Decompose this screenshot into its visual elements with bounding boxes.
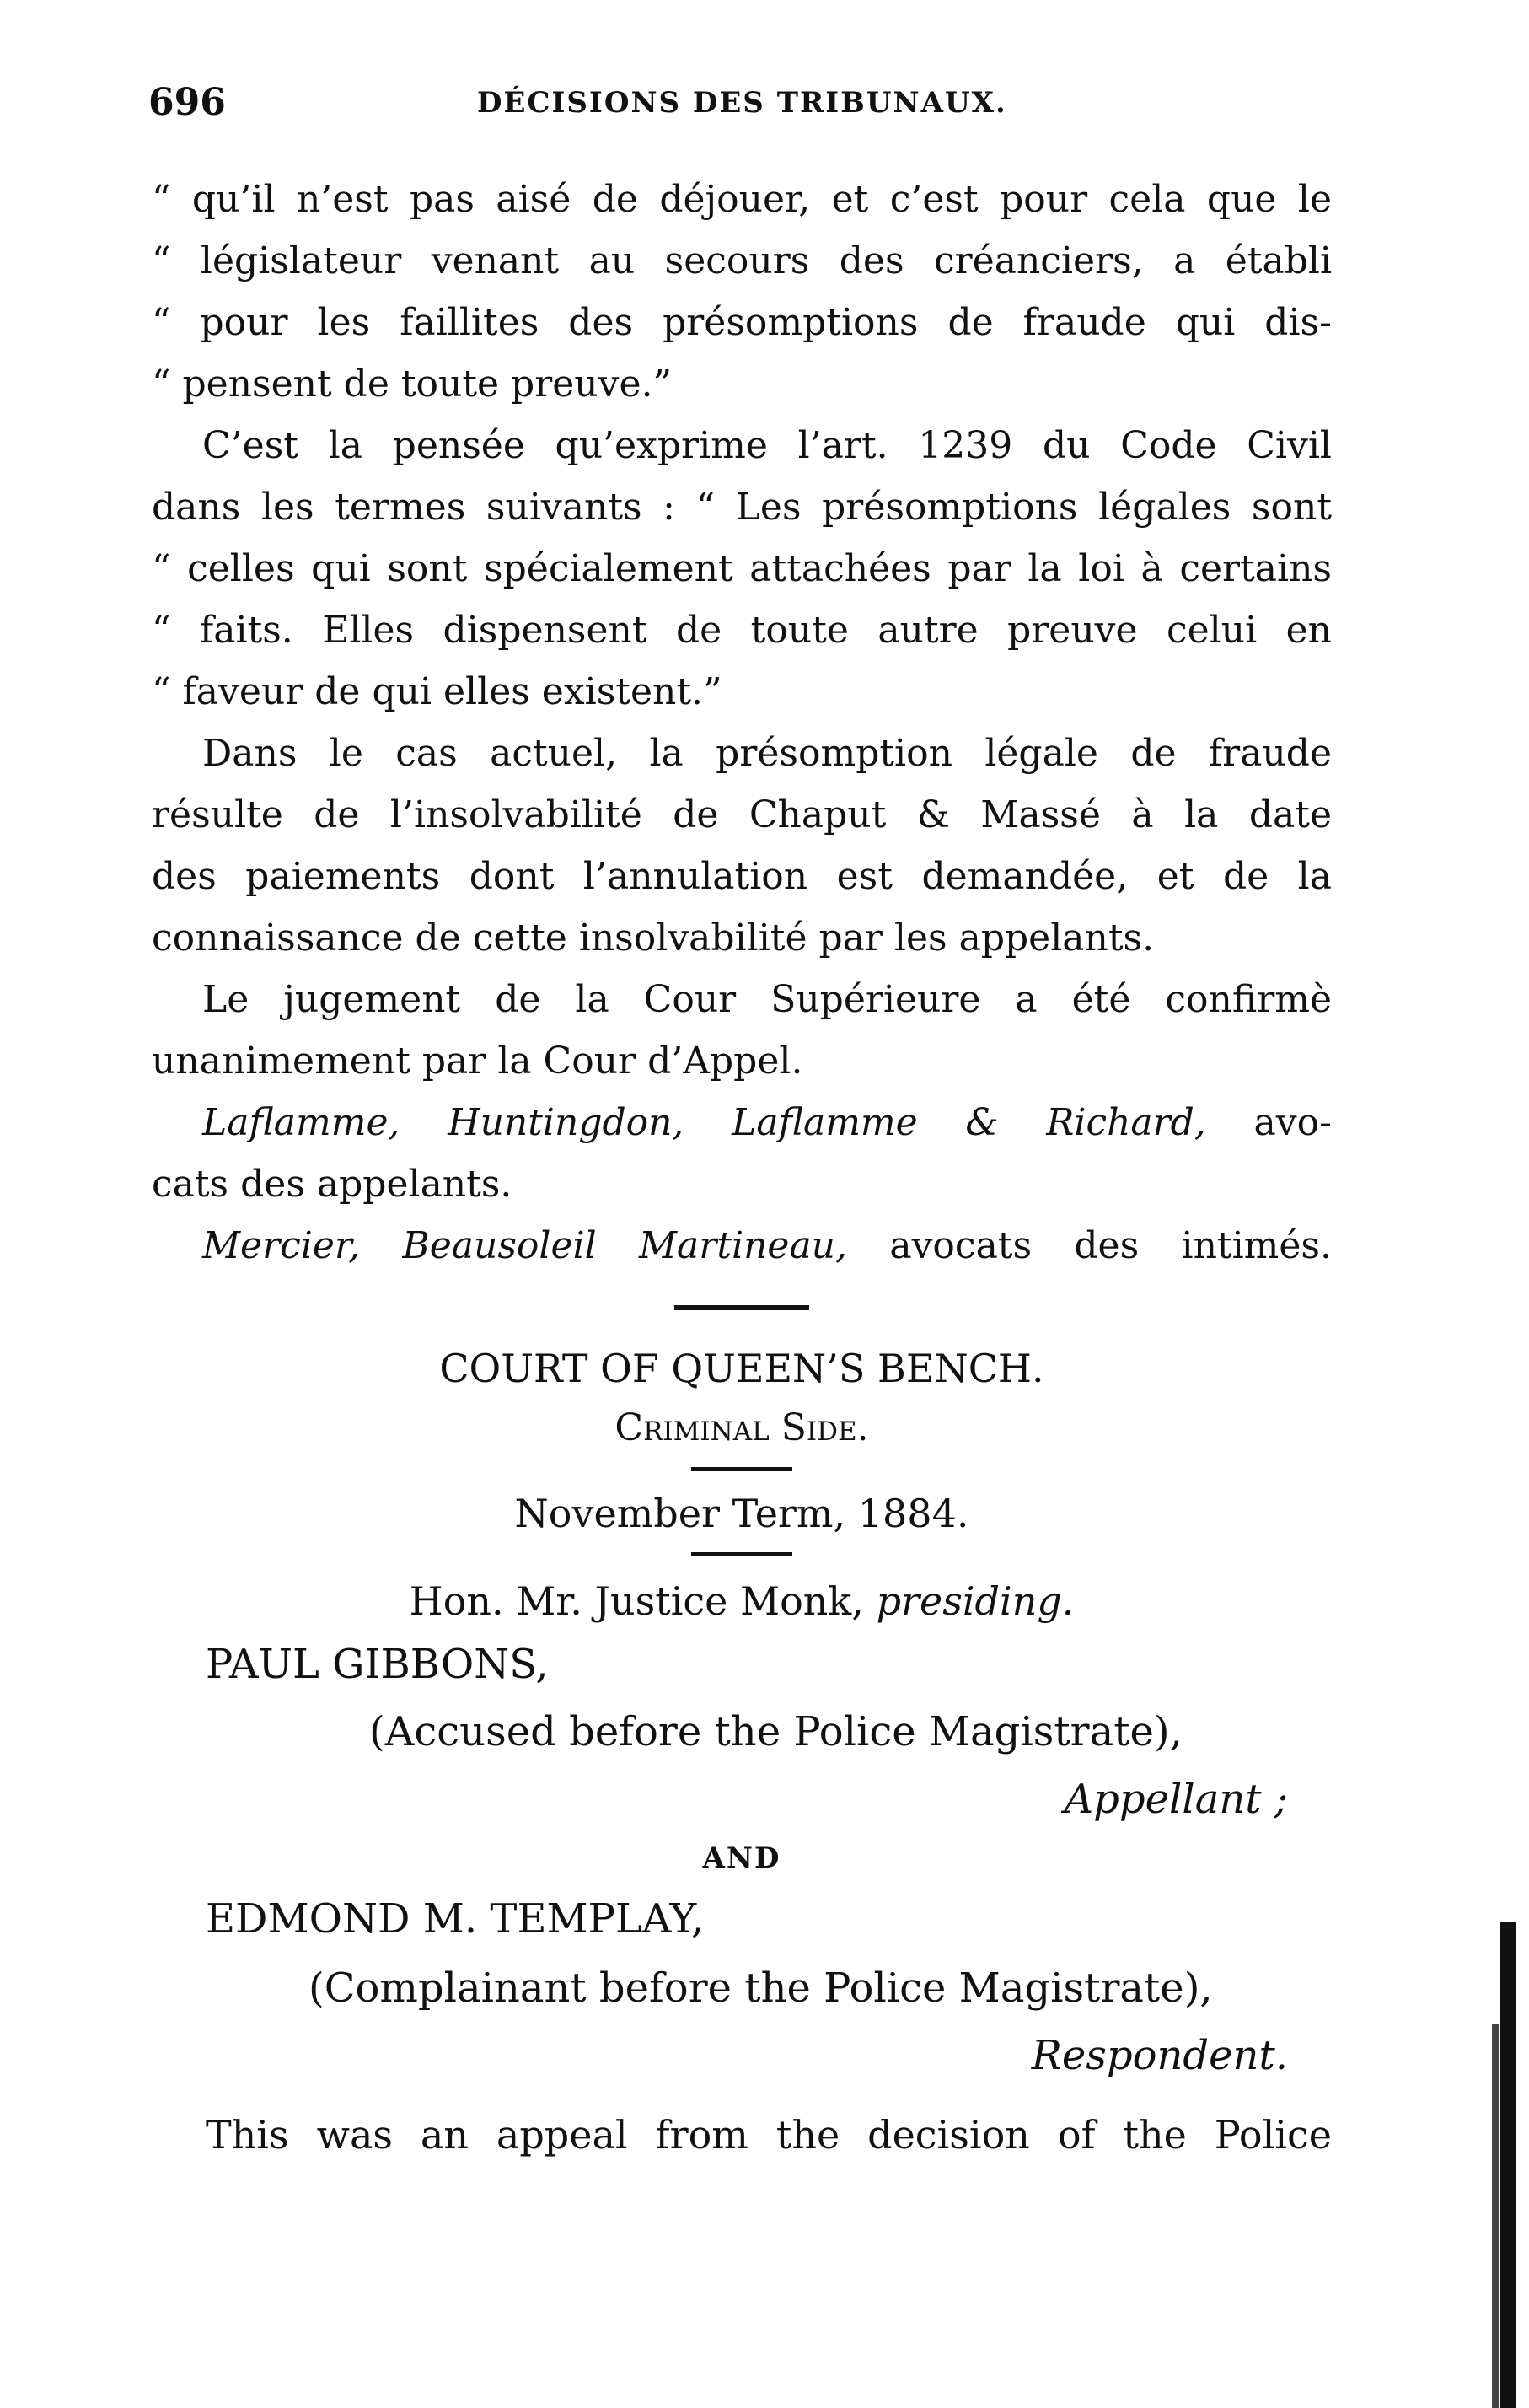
text-line: dans les termes suivants : “ Les présomptions légales sont [152,486,1332,529]
text-line: “ faits. Elles dispensent de toute autre preuve celui en [152,609,1332,652]
page-edge-shadow [1500,1922,1516,2408]
counsel-appellants [152,1092,1332,1215]
text-line: des paiements dont l’annulation est demandée, et de la [152,855,1332,898]
section-rule [691,1552,792,1556]
appellant-description: (Accused before the Police Magistrate), [369,1708,1183,1755]
court-term: November Term, 1884. [514,1491,969,1536]
text-line: C’est la pensée qu’exprime l’art. 1239 du Code Civil [202,424,1332,467]
section-rule [674,1305,809,1310]
running-title: DÉCISIONS DES TRIBUNAUX. [477,86,1007,120]
page-body [152,169,1332,2169]
court-heading: COURT OF QUEEN’S BENCH. [439,1346,1044,1391]
counsel-respondents [152,1215,1332,1277]
text-line: “ faveur de qui elles existent.” [152,670,722,713]
counsel-names: Mercier, Beausoleil Martineau, [202,1224,847,1267]
counsel-names: Laflamme, Huntingdon, Laflamme & Richard, [202,1101,1206,1144]
text-line: “ pensent de toute preuve.” [152,363,673,406]
text-line [152,1215,1332,1277]
text-line: Dans le cas actuel, la présomption légale de fraude [202,732,1332,775]
judge-line [152,1572,1332,1631]
text-line: unanimement par la Cour d’Appel. [152,1040,803,1083]
judge-role: presiding. [876,1578,1075,1624]
text-line: cats des appelants. [152,1163,512,1206]
quote-paragraph [152,169,1332,415]
text-line: “ législateur venant au secours des créanciers, a établi [152,239,1332,282]
opening-line: This was an appeal from the decision of the Police [206,2112,1332,2158]
page-edge-shadow [1492,2024,1499,2408]
text-line: résulte de l’insolvabilité de Chaput & Massé à la date [152,793,1332,836]
text-line: “ pour les faillites des présomptions de fraude qui dis- [152,301,1332,344]
and-label: AND [702,1841,781,1875]
respondent-name: EDMOND M. TEMPLAY, [206,1895,705,1943]
page-header [148,81,1345,132]
judgment-paragraph [152,969,1332,1092]
appellant-role: Appellant ; [1064,1776,1288,1823]
judge-name: Hon. Mr. Justice Monk, [409,1578,864,1624]
counsel-role: avocats des intimés. [889,1224,1332,1267]
code-civil-paragraph [152,415,1332,723]
text-line: connaissance de cette insolvabilité par les appelants. [152,916,1155,959]
counsel-role: avo- [1253,1101,1332,1144]
text-line: Le jugement de la Cour Supérieure a été confirmè [202,978,1332,1021]
page-number: 696 [148,81,226,124]
respondent-role: Respondent. [1031,2032,1288,2079]
appellant-name: PAUL GIBBONS, [206,1641,549,1688]
court-side: Criminal Side. [614,1406,869,1449]
text-line: “ qu’il n’est pas aisé de déjouer, et c’est pour cela que le [152,178,1332,221]
section-rule [691,1467,792,1471]
text-line [152,1092,1332,1153]
case-paragraph [152,723,1332,969]
text-line: “ celles qui sont spécialement attachées par la loi à certains [152,547,1332,590]
respondent-description: (Complainant before the Police Magistrate), [308,1965,1213,2012]
